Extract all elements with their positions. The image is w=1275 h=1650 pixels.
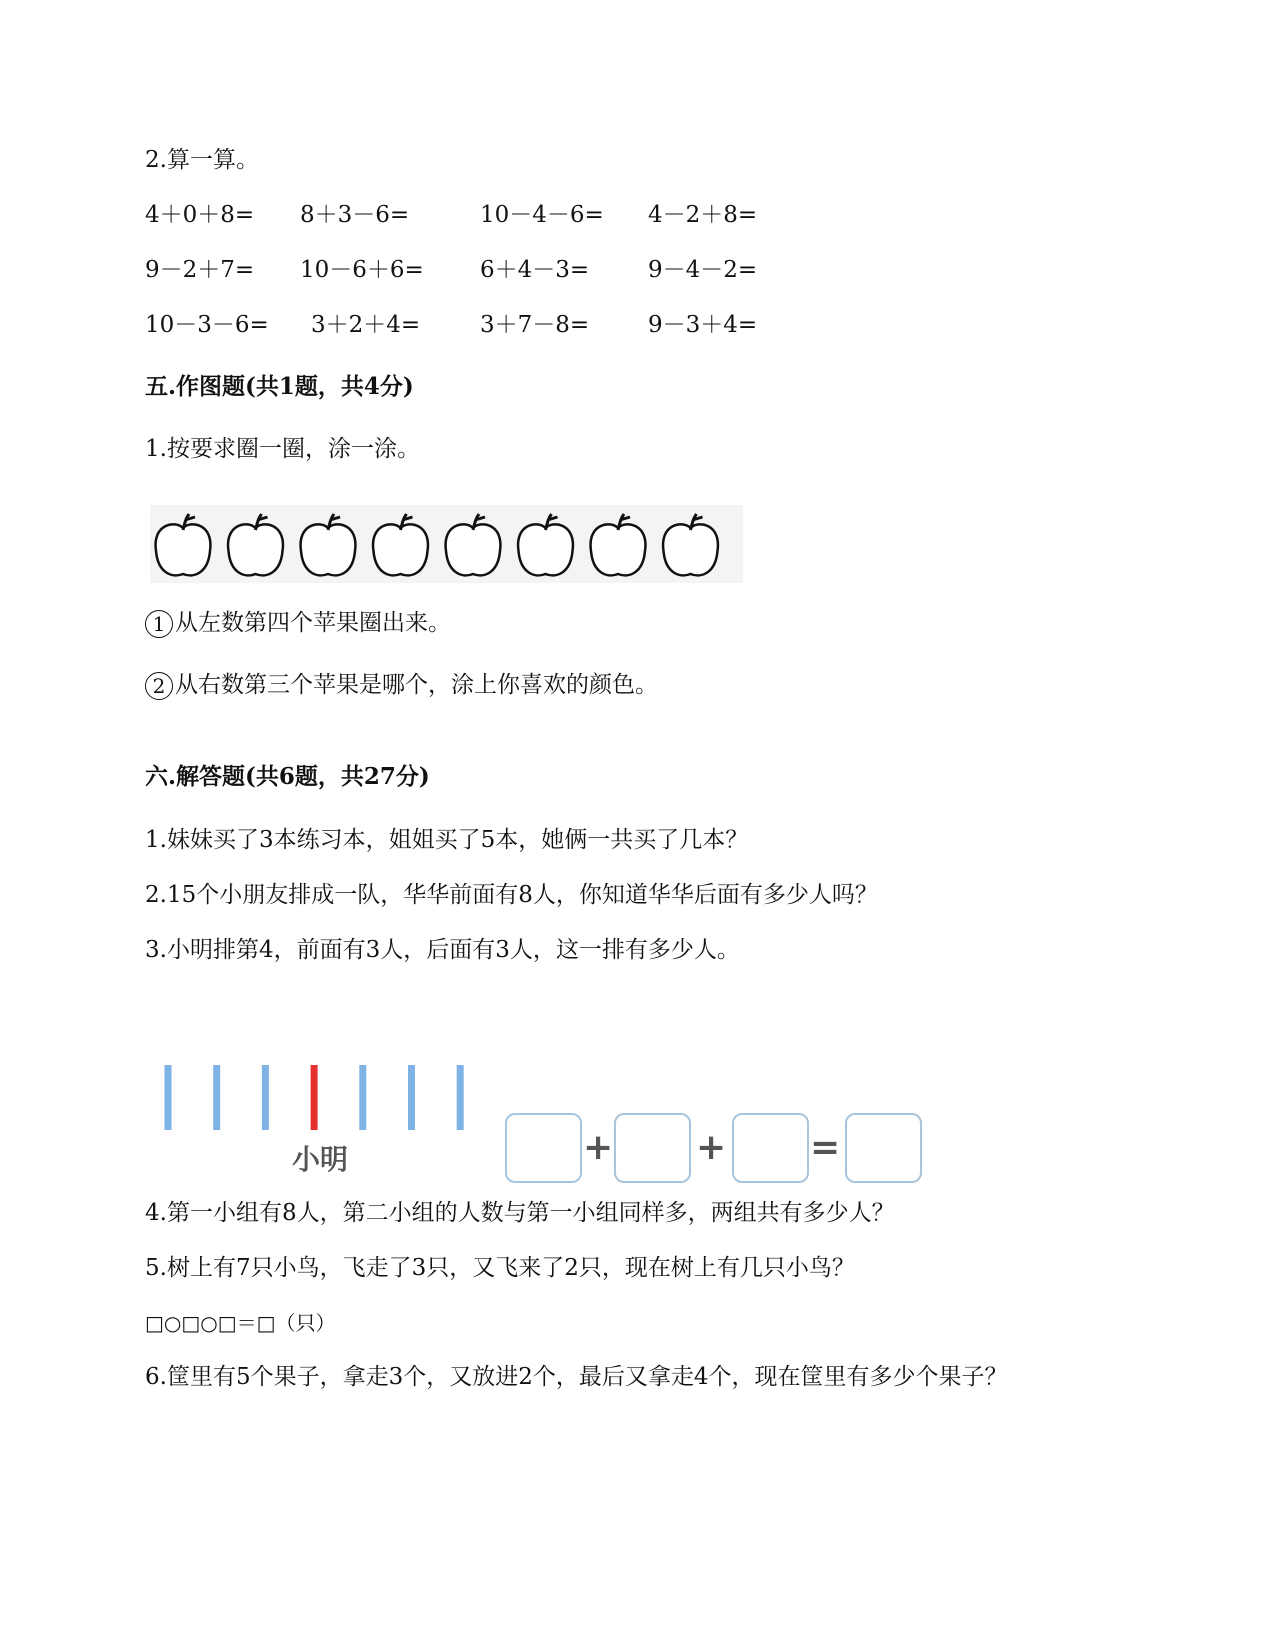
calc-item: 4－2＋8=: [648, 202, 758, 228]
calc-item: 3＋2＋4=: [311, 312, 421, 338]
equals-sign: =: [810, 1127, 841, 1168]
sub-question-1: [145, 608, 451, 638]
xiaoming-label: 小明: [292, 1143, 349, 1176]
section-heading-drawing: 五.作图题(共1题，共4分): [145, 373, 414, 400]
apple-row: [150, 505, 743, 583]
circled-number-2: 2: [145, 672, 173, 700]
calc-item: 8＋3－6=: [300, 202, 410, 228]
calc-item: 9－3＋4=: [648, 312, 758, 338]
section-title-calc: 2.算一算。: [145, 147, 259, 173]
answer-box-1[interactable]: [505, 1113, 582, 1183]
calc-item: 6＋4－3=: [480, 257, 590, 283]
question-text: 1.按要求圈一圈，涂一涂。: [145, 436, 420, 462]
calc-item: 10－3－6=: [145, 312, 269, 338]
queue-bars: [150, 1063, 480, 1213]
queue-figure: [150, 1063, 970, 1213]
answer-box-3[interactable]: [732, 1113, 809, 1183]
sub-question-2-text: 从右数第三个苹果是哪个，涂上你喜欢的颜色。: [175, 672, 658, 698]
calc-item: 10－4－6=: [480, 202, 604, 228]
section-heading-answers: 六.解答题(共6题，共27分): [145, 763, 430, 790]
question-3: 3.小明排第4，前面有3人，后面有3人，这一排有多少人。: [145, 937, 740, 963]
answer-box-4[interactable]: [845, 1113, 922, 1183]
question-2: 2.15个小朋友排成一队，华华前面有8人，你知道华华后面有多少人吗？: [145, 882, 878, 908]
calc-item: 9－2＋7=: [145, 257, 255, 283]
calc-item: 3＋7－8=: [480, 312, 590, 338]
question-1: 1.妹妹买了3本练习本，姐姐买了5本，她俩一共买了几本？: [145, 827, 749, 853]
sub-question-2: [145, 670, 658, 700]
plus-sign-1: +: [583, 1127, 614, 1168]
calc-item: 10－6＋6=: [300, 257, 424, 283]
question-6: 6.筐里有5个果子，拿走3个，又放进2个，最后又拿走4个，现在筐里有多少个果子？: [145, 1364, 1008, 1390]
sub-question-1-text: 从左数第四个苹果圈出来。: [175, 610, 451, 636]
question-4: 4.第一小组有8人，第二小组的人数与第一小组同样多，两组共有多少人？: [145, 1200, 895, 1226]
circled-number-1: 1: [145, 610, 173, 638]
answer-box-2[interactable]: [614, 1113, 691, 1183]
calc-item: 4＋0＋8=: [145, 202, 255, 228]
question-5-formula: □○□○□＝□（只）: [145, 1311, 336, 1335]
calc-item: 9－4－2=: [648, 257, 758, 283]
question-5: 5.树上有7只小鸟，飞走了3只，又飞来了2只，现在树上有几只小鸟？: [145, 1255, 855, 1281]
plus-sign-2: +: [696, 1127, 727, 1168]
